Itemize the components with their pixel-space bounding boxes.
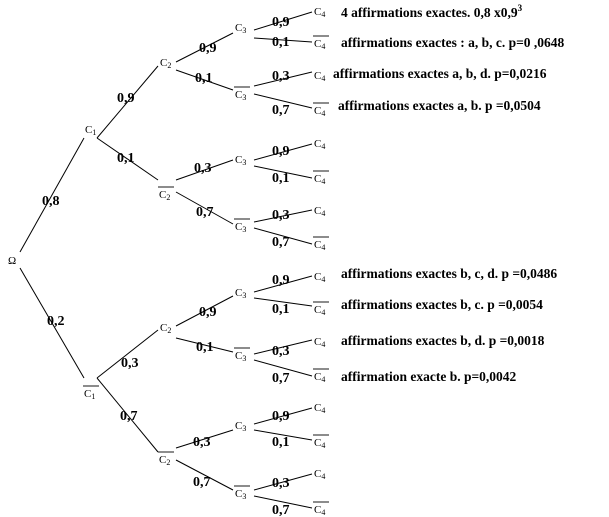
branch-probability: 0,9 (272, 144, 290, 159)
outcome-annotation: affirmations exactes b, c, d. p =0,0486 (341, 266, 558, 281)
branch-probability: 0,3 (272, 208, 290, 223)
node-c4-label: C4 (314, 205, 326, 218)
outcome-annotation: affirmations exactes b, c. p =0,0054 (341, 297, 543, 312)
node-c4-label: C4 (314, 138, 326, 151)
node-c3-label: C3 (235, 22, 247, 35)
node-not-c4 (313, 502, 329, 517)
branch-probability: 0,7 (272, 103, 290, 118)
node-not-c1 (83, 386, 99, 401)
node-not-c3-label: C3 (235, 350, 247, 363)
node-c4-label: C4 (314, 70, 326, 83)
node-not-c4-label: C4 (314, 105, 326, 118)
tree-branches (20, 12, 312, 508)
branch-probability: 0,9 (272, 273, 290, 288)
node-not-c4-label: C4 (314, 173, 326, 186)
node-c3-label: C3 (235, 154, 247, 167)
branch-probability: 0,9 (272, 409, 290, 424)
node-not-c4-label: C4 (314, 239, 326, 252)
node-not-c4 (313, 237, 329, 252)
node-c3 (235, 22, 246, 35)
branch-probability: 0,9 (117, 91, 135, 106)
node-not-c4 (313, 171, 329, 186)
node-not-c3 (234, 87, 250, 102)
outcome-annotation: affirmations exactes b, d. p =0,0018 (341, 333, 545, 348)
node-c2-label: C2 (160, 57, 172, 70)
node-c4 (314, 6, 325, 19)
node-c4-label: C4 (314, 468, 326, 481)
branch-probability: 0,1 (196, 340, 214, 355)
branch-probabilities (42, 15, 290, 517)
node-c4 (314, 138, 325, 151)
outcome-annotation: 4 affirmations exactes. 0,8 $x0,9^3$ (341, 3, 523, 20)
node-not-c4 (313, 435, 329, 450)
node-c1-label: C1 (85, 124, 97, 137)
branch-probability: 0,7 (272, 235, 290, 250)
node-not-c4 (313, 103, 329, 118)
node-c4 (314, 336, 325, 349)
branch-probability: 0,3 (272, 344, 290, 359)
branch-probability: 0,3 (194, 161, 212, 176)
branch-probability: 0,7 (196, 205, 214, 220)
branch-probability: 0,9 (272, 15, 290, 30)
branch-probability: 0,3 (121, 356, 139, 371)
node-c3 (235, 420, 246, 433)
branch-probability: 0,1 (272, 35, 290, 50)
node-not-c4-label: C4 (314, 371, 326, 384)
branch-probability: 0,1 (272, 435, 290, 450)
node-c3 (235, 154, 246, 167)
outcome-annotation: affirmations exactes a, b, d. p=0,0216 (333, 66, 547, 81)
node-c2-label: C2 (160, 322, 172, 335)
node-not-c4 (313, 302, 329, 317)
node-not-c1-label: C1 (84, 388, 96, 401)
branch-probability: 0,7 (272, 371, 290, 386)
node-not-c3-label: C3 (235, 488, 247, 501)
node-c4 (314, 70, 325, 83)
branch-probability: 0,7 (120, 409, 138, 424)
branch-probability: 0,2 (47, 314, 65, 329)
branch-probability: 0,1 (117, 151, 135, 166)
node-c1 (85, 124, 96, 137)
branch-probability: 0,1 (272, 171, 290, 186)
node-not-c4-label: C4 (314, 38, 326, 51)
node-c3-label: C3 (235, 420, 247, 433)
node-not-c4-label: C4 (314, 304, 326, 317)
node-c2 (160, 322, 171, 335)
outcome-annotation: affirmations exactes a, b. p =0,0504 (338, 98, 541, 113)
branch-probability: 0,9 (199, 41, 217, 56)
node-not-c4 (313, 36, 329, 51)
node-not-c2 (158, 452, 174, 467)
node-not-c4-label: C4 (314, 504, 326, 517)
node-c2 (160, 57, 171, 70)
node-c4-label: C4 (314, 336, 326, 349)
outcome-annotations (333, 3, 565, 384)
node-c3-label: C3 (235, 287, 247, 300)
branch-probability: 0,9 (199, 305, 217, 320)
node-not-c3-label: C3 (235, 89, 247, 102)
node-c4-label: C4 (314, 271, 326, 284)
outcome-annotation: affirmation exacte b. p=0,0042 (341, 369, 517, 384)
node-c4-label: C4 (314, 6, 326, 19)
node-c4 (314, 402, 325, 415)
node-not-c3 (234, 486, 250, 501)
branch-probability: 0,1 (195, 71, 213, 86)
root-node: Ω (8, 255, 17, 267)
node-c4 (314, 205, 325, 218)
node-c4-label: C4 (314, 402, 326, 415)
branch-probability: 0,3 (272, 69, 290, 84)
node-c4 (314, 468, 325, 481)
node-c3 (235, 287, 246, 300)
branch-probability: 0,8 (42, 194, 60, 209)
node-not-c3 (234, 219, 250, 234)
branch-probability: 0,7 (193, 475, 211, 490)
node-not-c2-label: C2 (159, 189, 171, 202)
node-not-c2-label: C2 (159, 454, 171, 467)
branch-probability: 0,7 (272, 503, 290, 517)
node-not-c3-label: C3 (235, 221, 247, 234)
branch-probability: 0,3 (272, 476, 290, 491)
outcome-annotation: affirmations exactes : a, b, c. p=0 ,0648 (341, 35, 565, 50)
node-not-c3 (234, 348, 250, 363)
node-not-c2 (158, 187, 174, 202)
node-not-c4 (313, 369, 329, 384)
branch-probability: 0,3 (193, 435, 211, 450)
node-not-c4-label: C4 (314, 437, 326, 450)
node-c4 (314, 271, 325, 284)
branch-probability: 0,1 (272, 302, 290, 317)
